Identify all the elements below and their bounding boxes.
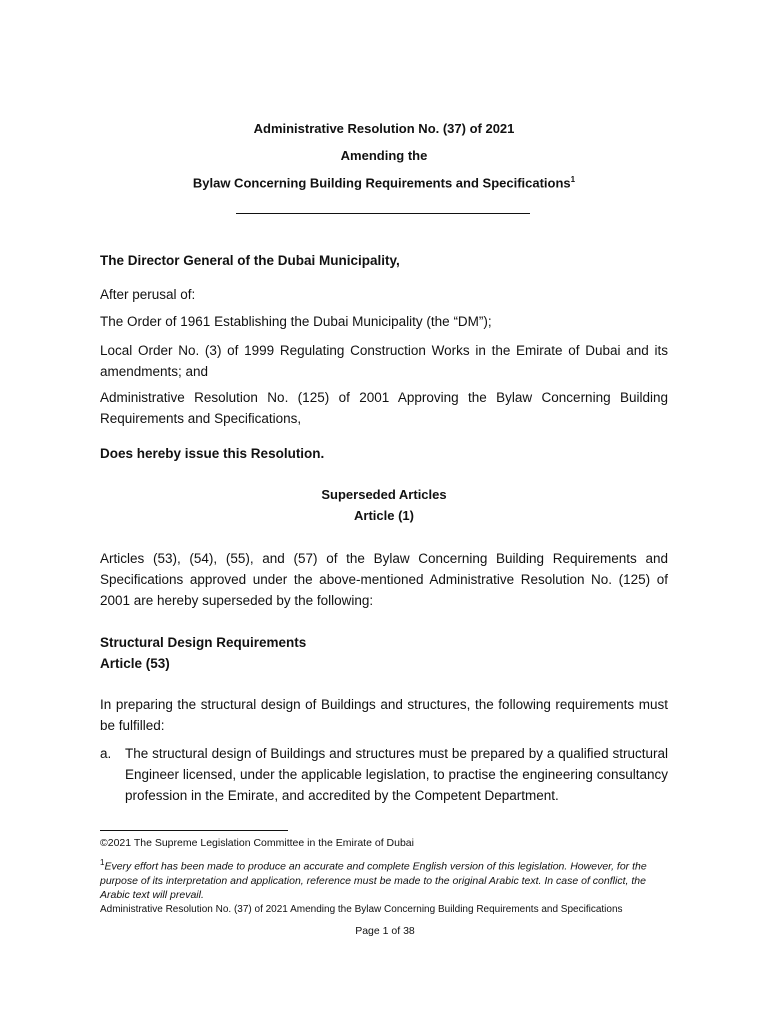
list-item-marker: a. xyxy=(100,746,112,761)
title-divider xyxy=(236,213,530,214)
article-53-heading: Structural Design Requirements xyxy=(100,635,307,650)
issue-statement: Does hereby issue this Resolution. xyxy=(100,446,325,461)
list-item xyxy=(100,743,668,806)
article-1-number: Article (1) xyxy=(354,508,414,523)
list-item-text: The structural design of Buildings and structures must be prepared by a qualified structural Engineer licensed, under the applicable legislation, to practise the engineering consultancy profession in the Emirate, and accredited by the Competent Department. xyxy=(125,746,668,803)
after-perusal: After perusal of: xyxy=(100,287,196,302)
copyright-line: ©2021 The Supreme Legislation Committee in the Emirate of Dubai xyxy=(100,837,414,849)
bylaw-title xyxy=(100,175,668,190)
article-1-heading: Superseded Articles xyxy=(321,487,447,502)
running-title: Administrative Resolution No. (37) of 2021 Amending the Bylaw Concerning Building Requirements and Specifications xyxy=(100,904,623,915)
preamble-item-3: Administrative Resolution No. (125) of 2001 Approving the Bylaw Concerning Building Requirements and Specifications, xyxy=(100,390,668,426)
footnote-text xyxy=(100,856,670,902)
resolution-subtitle: Amending the xyxy=(340,148,428,163)
article-53-number: Article (53) xyxy=(100,656,170,671)
bylaw-title-text: Bylaw Concerning Building Requirements and Specifications xyxy=(192,175,571,191)
preamble-item-1: The Order of 1961 Establishing the Dubai Municipality (the “DM”); xyxy=(100,314,492,329)
article-53-intro: In preparing the structural design of Buildings and structures, the following requirements must be fulfilled: xyxy=(100,697,668,733)
article-1-text: Articles (53), (54), (55), and (57) of the Bylaw Concerning Building Requirements and Specifications approved under the above-mentioned Administrative Resolution No. (125) of 2001 are hereby superseded by the following: xyxy=(100,551,668,608)
footnote-divider xyxy=(100,830,288,831)
page-number: Page 1 of 38 xyxy=(355,925,415,937)
preamble-item-2: Local Order No. (3) of 1999 Regulating Construction Works in the Emirate of Dubai and its amendments; and xyxy=(100,343,668,379)
title-footnote-mark[interactable]: 1 xyxy=(570,175,576,184)
footnote-mark: 1 xyxy=(100,858,105,867)
issuer-line: The Director General of the Dubai Municipality, xyxy=(100,253,400,268)
resolution-title: Administrative Resolution No. (37) of 2021 xyxy=(253,121,515,136)
footnote-body: Every effort has been made to produce an accurate and complete English version of this legislation. However, for the purpose of its interpretation and application, reference must be made to the original Arabic text. In case of conflict, the Arabic text will prevail. xyxy=(100,860,647,901)
